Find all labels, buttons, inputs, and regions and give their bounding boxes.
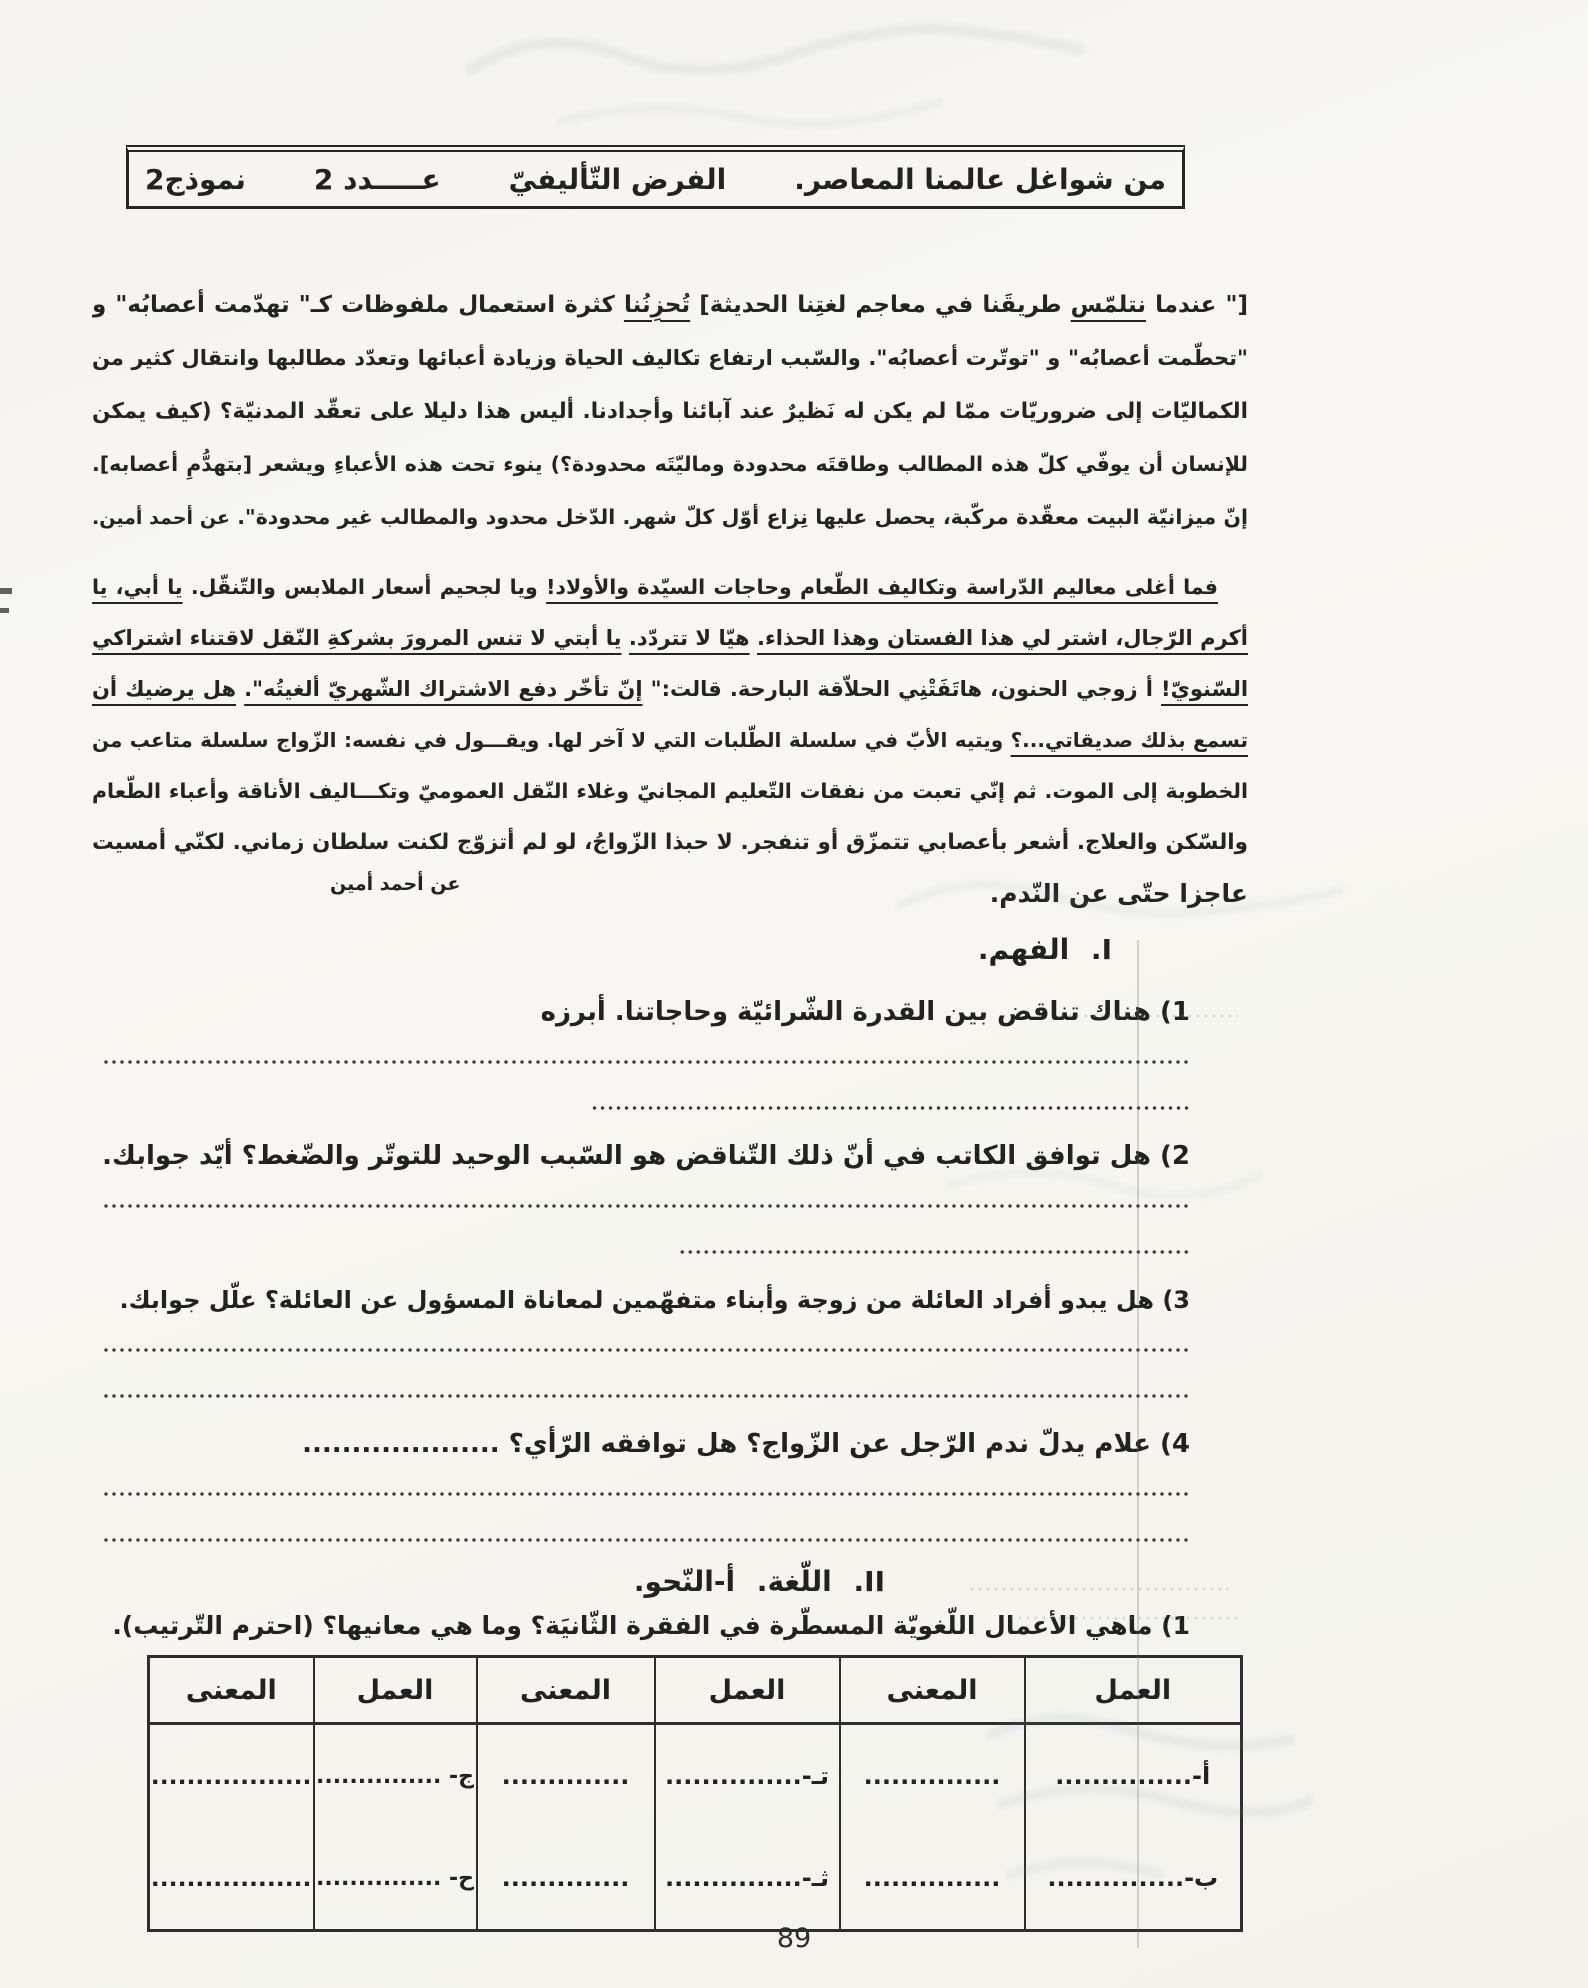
question-text: 1) هناك تناقض بين القدرة الشّرائيّة وحاجاتنا. أبرزه	[540, 997, 1190, 1027]
text-segment: ويتيه الأبّ في سلسلة الطّلبات التي لا آخر لها. ويقـــول في نفسه: الزّواج سلسلة متاعب من	[92, 728, 1011, 752]
text-segment	[621, 626, 628, 650]
table-header-cell: المعنى	[840, 1657, 1025, 1724]
text-segment: أ زوجي الحنون، هاتَفَتْنِي الحلاّقة البارحة. قالت:"	[642, 677, 1162, 701]
question	[100, 1425, 1190, 1463]
table-header-cell: المعنى	[149, 1657, 314, 1724]
text-segment: [" عندما	[1146, 292, 1248, 318]
text-segment	[750, 626, 757, 650]
table-cell: ..................	[149, 1827, 314, 1931]
passage-line	[92, 279, 1248, 332]
passage-line	[92, 766, 1248, 817]
table-cell: ..............	[477, 1724, 655, 1828]
passage-line	[92, 715, 1248, 766]
question	[100, 1137, 1190, 1175]
trailing-dots: ....................	[302, 1429, 509, 1459]
language-question: 1) ماهي الأعمال اللّغويّة المسطّرة في الفقرة الثّانيَة؟ وما هي معانيها؟ (احترم التّرتيب).	[112, 1611, 1190, 1640]
text-segment: كثرة استعمال ملفوظات كـ" تهدّمت أعصابُه" و	[92, 292, 624, 318]
exam-number: عـــــدد 2	[313, 162, 441, 196]
underlined-phrase: إنّ تأخّر دفع الاشتراك الشّهريّ ألغيتُه".	[244, 677, 643, 701]
section-language-heading: II. اللّغة. أ-النّحو.	[633, 1565, 885, 1598]
passage-line	[92, 817, 1248, 868]
exam-header	[126, 145, 1185, 209]
question-text: 4) علام يدلّ ندم الرّجل عن الزّواج؟ هل توافقه الرّأي؟	[508, 1429, 1190, 1459]
text-segment: ويا لجحيم أسعار الملابس والتّنقّل.	[182, 575, 547, 599]
passage-line	[92, 664, 1248, 715]
passage-1	[92, 279, 1248, 544]
underlined-phrase: فما أغلى معاليم الدّراسة وتكاليف الطّعام وحاجات السيّدة والأولاد!	[546, 575, 1218, 599]
passage-line	[92, 613, 1248, 664]
section-comprehension-heading: I. الفهم.	[977, 933, 1112, 966]
table-cell: ب-...............	[1025, 1827, 1242, 1931]
answer-dotted-line	[100, 1201, 1190, 1211]
table-cell: ج- ...............	[314, 1724, 477, 1828]
text-segment: "تحطّمت أعصابُه" و "توتّرت أعصابُه". والسّبب ارتفاع تكاليف الحياة وزيادة أعبائها وتعدّد مطالبها وانتقال كثير من	[92, 346, 1248, 370]
passage-line	[92, 562, 1248, 613]
answer-dotted-line	[591, 1103, 1191, 1113]
passage-2-attribution: عن أحمد أمين	[330, 873, 461, 895]
table-header-cell: المعنى	[477, 1657, 655, 1724]
answer-dotted-line	[100, 1345, 1190, 1355]
table-cell: أ-...............	[1025, 1724, 1242, 1828]
model-label: نموذج2	[145, 162, 246, 196]
text-segment	[236, 677, 244, 701]
underlined-phrase: السّنويّ!	[1161, 677, 1248, 701]
underlined-phrase: يا أبتي لا تنس المرورَ بشركةِ النّقل لاقتناء اشتراكي	[92, 626, 622, 650]
answer-dotted-line	[100, 1489, 1190, 1499]
table-cell: ثـ-...............	[655, 1827, 840, 1931]
answer-dotted-line	[100, 1391, 1190, 1401]
text-segment: عن أحمد أمين.	[92, 507, 230, 529]
table-cell: تـ-...............	[655, 1724, 840, 1828]
passage-line	[92, 491, 1248, 544]
question	[100, 993, 1190, 1031]
question-text: 2) هل توافق الكاتب في أنّ ذلك التّناقض هو السّبب الوحيد للتوتّر والضّغط؟ أيّد جوابك.	[102, 1141, 1190, 1171]
underlined-phrase: هل يرضيك أن	[92, 677, 237, 701]
passage-2	[92, 562, 1248, 919]
answer-dotted-line	[678, 1247, 1190, 1257]
passage-line	[92, 438, 1248, 491]
course-title: من شواغل عالمنا المعاصر.	[794, 162, 1166, 196]
page-number: 89	[776, 1923, 812, 1954]
table-cell: ..............	[477, 1827, 655, 1931]
text-segment: عاجزا حتّى عن النّدم.	[989, 879, 1248, 908]
table-row	[149, 1827, 1242, 1931]
exam-title: الفرض التّأليفيّ	[508, 162, 727, 196]
passage-line	[92, 385, 1248, 438]
text-segment: الخطوبة إلى الموت. ثم إنّي تعبت من نفقات التّعليم المجانيّ وغلاء النّقل العموميّ وتكـــاليف الأناقة وأعباء الطّعام	[92, 779, 1248, 803]
text-segment: طريقَنا في معاجم لغتِنا الحديثة]	[690, 292, 1071, 318]
speech-acts-table	[147, 1655, 1243, 1932]
passage-line	[92, 332, 1248, 385]
underlined-phrase: تسمع بذلك صديقاتي...؟	[1010, 728, 1248, 752]
table-cell: ح- ...............	[314, 1827, 477, 1931]
underlined-phrase: يا أبي، يا	[92, 575, 183, 599]
underlined-phrase: نتلمّس	[1070, 292, 1147, 318]
text-segment: الكماليّات إلى ضروريّات ممّا لم يكن له نَظيرٌ عند آبائنا وأجدادنا. أليس هذا دليلا على تعقّد المدنيّة؟ (كيف يمكن	[92, 399, 1248, 424]
text-segment: للإنسان أن يوفّي كلّ هذه المطالب وطاقتَه محدودة وماليّتَه محدودة؟) ينوء تحت هذه الأعباءِ ويشعر [بتهدُّمِ أعصابه].	[92, 452, 1248, 476]
answer-dotted-line	[100, 1535, 1190, 1545]
text-segment: إنّ ميزانيّة البيت معقّدة مركّبة، يحصل عليها نِزاع أوّل كلّ شهر. الدّخل محدود والمطالب غير محدودة".	[229, 505, 1248, 529]
questions-area	[100, 931, 1190, 1645]
underlined-phrase: أكرم الرّجال، اشتر لي هذا الفستان وهذا الحذاء.	[756, 626, 1248, 650]
scan-edge-mark	[0, 608, 9, 613]
underlined-phrase: تُحزِنُنا	[623, 292, 691, 318]
table-row	[149, 1724, 1242, 1828]
text-segment: والسّكن والعلاج. أشعر بأعصابي تتمزّق أو تنفجر. لا حبذا الزّواجُ، لو لم أتزوّج لكنت سلطان زماني. لكنّي أمسيت	[92, 830, 1248, 855]
table-cell: ..................	[149, 1724, 314, 1828]
table-header-cell: العمل	[655, 1657, 840, 1724]
scan-edge-mark	[0, 588, 12, 594]
underlined-phrase: هيّا لا تتردّد.	[628, 626, 750, 650]
table-cell: ...............	[840, 1827, 1025, 1931]
table-header-cell: العمل	[314, 1657, 477, 1724]
comprehension-questions	[100, 993, 1190, 1545]
question	[100, 1281, 1190, 1319]
answer-dotted-line	[100, 1057, 1190, 1067]
table-header-cell: العمل	[1025, 1657, 1242, 1724]
table-cell: ...............	[840, 1724, 1025, 1828]
question-text: 3) هل يبدو أفراد العائلة من زوجة وأبناء متفهّمين لمعاناة المسؤول عن العائلة؟ علّل جوابك.	[119, 1286, 1190, 1314]
